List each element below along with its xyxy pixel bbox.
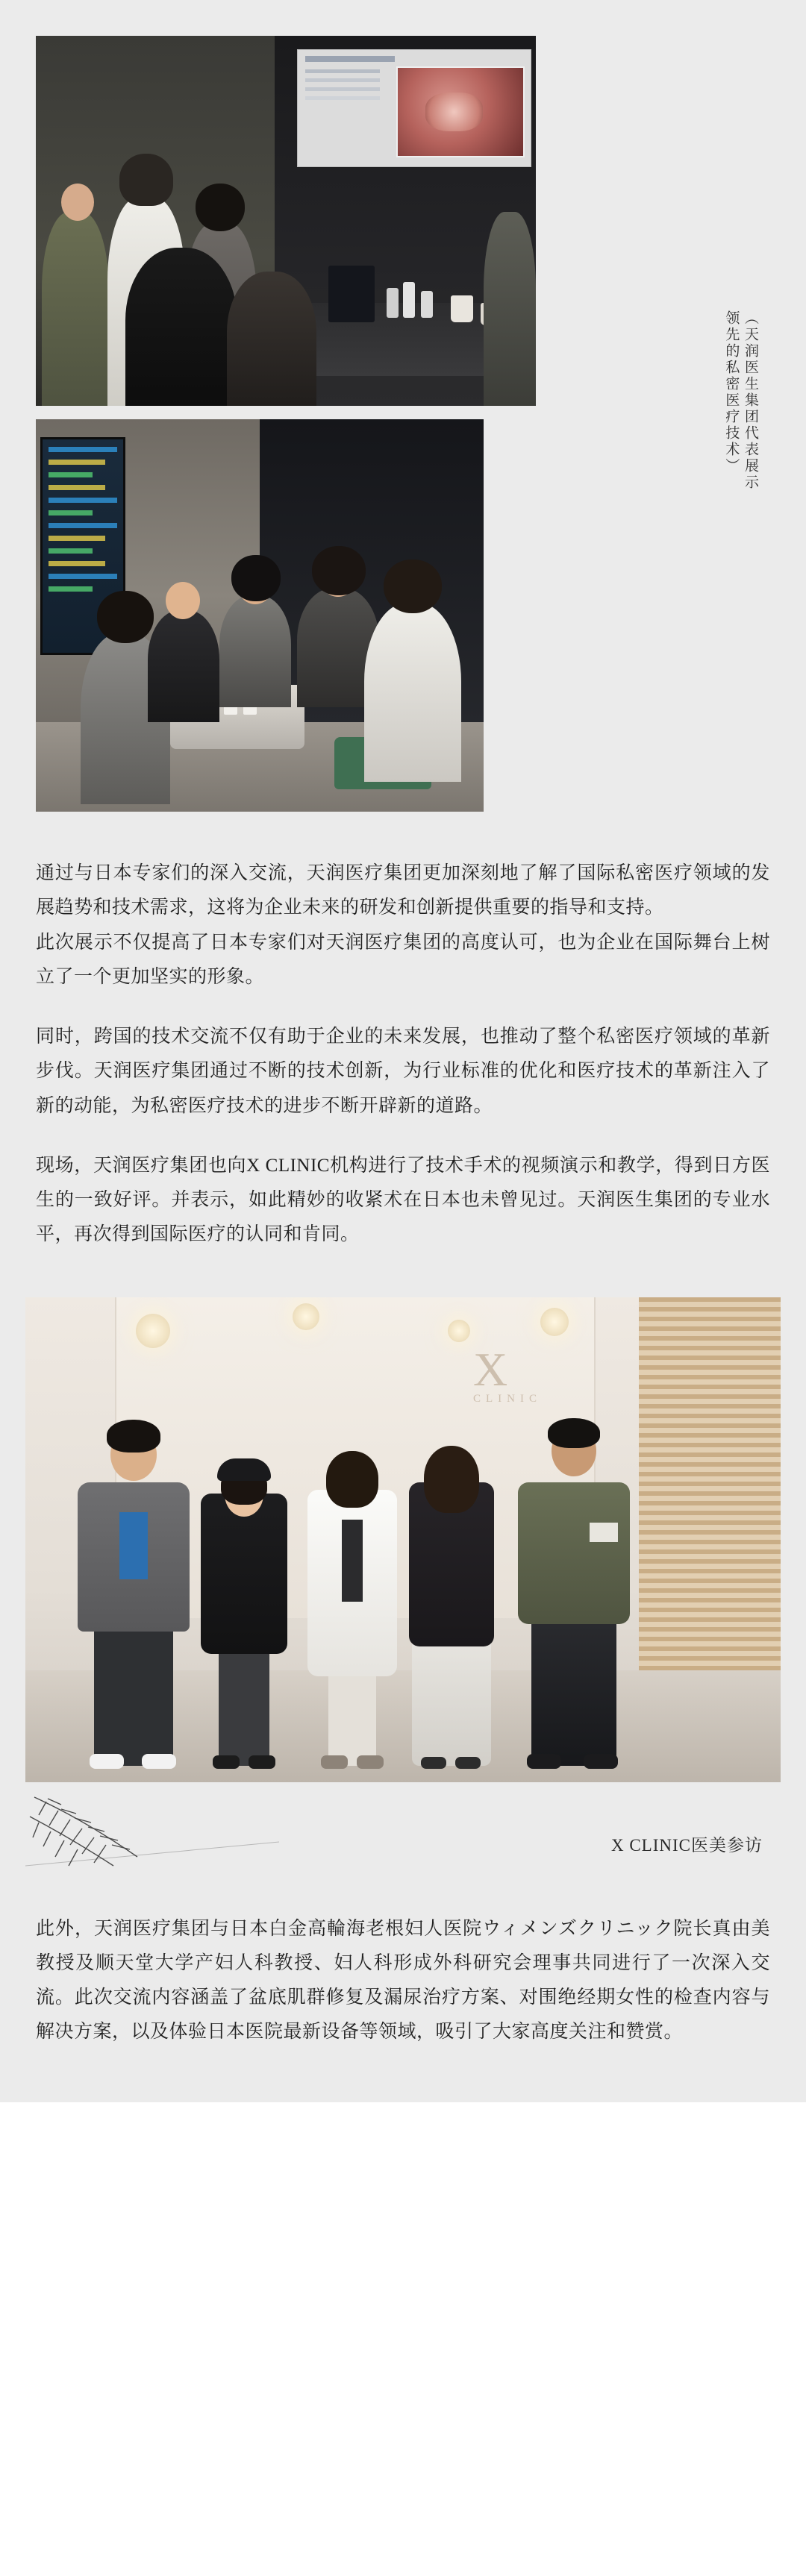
product-bottle	[403, 282, 415, 318]
photo-seminar-presentation	[36, 36, 536, 406]
clinic-logo	[473, 1342, 542, 1405]
shoe	[321, 1755, 348, 1769]
chest-logo	[590, 1523, 618, 1542]
paragraph: 现场，天润医疗集团也向X CLINIC机构进行了技术手术的视频演示和教学，得到日方医生的一致好评。并表示，如此精妙的收紧术在日本也未曾见过。天润医生集团的专业水平，再次得到国际医疗的认同和肯同。	[36, 1155, 770, 1245]
hair	[107, 1420, 160, 1452]
photo-discussion-scene	[36, 419, 484, 812]
group-member	[201, 1438, 287, 1766]
photo-seminar-scene	[36, 36, 536, 406]
shoe	[213, 1755, 240, 1769]
group-member	[307, 1430, 397, 1766]
ceiling-lamp-icon	[540, 1308, 569, 1336]
group-member	[78, 1415, 190, 1766]
top-photo-section	[0, 0, 806, 812]
shirt	[119, 1512, 148, 1579]
paragraph: 此次展示不仅提高了日本专家们对天润医疗集团的高度认可，也为企业在国际舞台上树立了一个更加坚实的形象。	[36, 932, 770, 987]
projection-screen	[297, 49, 531, 167]
attendee	[484, 212, 536, 406]
torso	[518, 1482, 630, 1624]
paragraph: 此外，天润医疗集团与日本白金高輪海老根妇人医院ウィメンズクリニック院长真由美教授及顺天堂大学产妇人科教授、妇人科形成外科研究会理事共同进行了一次深入交流。此次交流内容涵盖了盆底肌群修复及漏尿治疗方案、对围绝经期女性的检查内容与解决方案，以及体验日本医院最新设备等领域，吸引了大家高度关注和赞赏。	[36, 1918, 770, 2043]
seated-person	[148, 610, 219, 722]
paper-cup	[451, 295, 473, 322]
product-bottle	[387, 288, 399, 318]
body-text-section	[0, 812, 806, 1297]
attendee	[227, 272, 316, 406]
photo-caption-section	[0, 1790, 806, 1902]
inner-top	[342, 1520, 363, 1602]
seated-person	[219, 595, 291, 707]
legs	[219, 1639, 269, 1766]
shoe	[90, 1754, 124, 1769]
pine-branch-decoration	[25, 1794, 279, 1891]
paragraph: 通过与日本专家们的深入交流，天润医疗集团更加深刻地了解了国际私密医疗领域的发展趋势和技术需求，这将为企业未来的研发和创新提供重要的指导和支持。	[36, 863, 770, 918]
ceiling-lamp-icon	[448, 1320, 470, 1342]
shoe	[527, 1754, 561, 1769]
shoe	[455, 1757, 481, 1769]
attendee	[42, 212, 109, 406]
vertical-caption: （天润医生集团代表展示领先的私密医疗技术）	[723, 310, 758, 491]
hair	[424, 1446, 479, 1513]
shoe	[584, 1754, 618, 1769]
clinic-logo-sub: CLINIC	[473, 1392, 542, 1405]
ceiling-lamp-icon	[293, 1303, 319, 1330]
attendee	[125, 248, 237, 406]
hat	[217, 1458, 271, 1481]
photo-caption: X CLINIC医美参访	[610, 1835, 763, 1855]
hair	[548, 1418, 600, 1448]
group-member	[518, 1415, 630, 1766]
photo-block	[0, 36, 806, 812]
shoe	[357, 1755, 384, 1769]
legs	[94, 1624, 173, 1766]
shoe	[421, 1757, 446, 1769]
group-photo-section	[0, 1297, 806, 1790]
slide-text-lines	[305, 69, 380, 73]
seated-person	[364, 603, 461, 782]
hair	[326, 1451, 378, 1508]
photo-group-visit	[25, 1297, 781, 1782]
paragraph: 同时，跨国的技术交流不仅有助于企业的未来发展，也推动了整个私密医疗领域的革新步伐。天润医疗集团通过不断的技术创新，为行业标准的优化和医疗技术的革新注入了新的动能，为私密医疗技术的进步不断开辟新的道路。	[36, 1027, 770, 1116]
group-member	[404, 1426, 499, 1766]
slide-title-bar	[305, 56, 395, 62]
shoe	[142, 1754, 176, 1769]
shoe	[249, 1755, 275, 1769]
final-text-section	[0, 1902, 806, 2102]
ceiling-lamp-icon	[136, 1314, 170, 1348]
product-bottle	[421, 291, 433, 318]
photo-screen-discussion	[36, 419, 484, 812]
clinic-logo-mark: X	[473, 1342, 511, 1396]
legs	[531, 1609, 616, 1766]
product-box	[328, 266, 375, 322]
slide-image	[396, 66, 525, 157]
torso	[201, 1494, 287, 1654]
